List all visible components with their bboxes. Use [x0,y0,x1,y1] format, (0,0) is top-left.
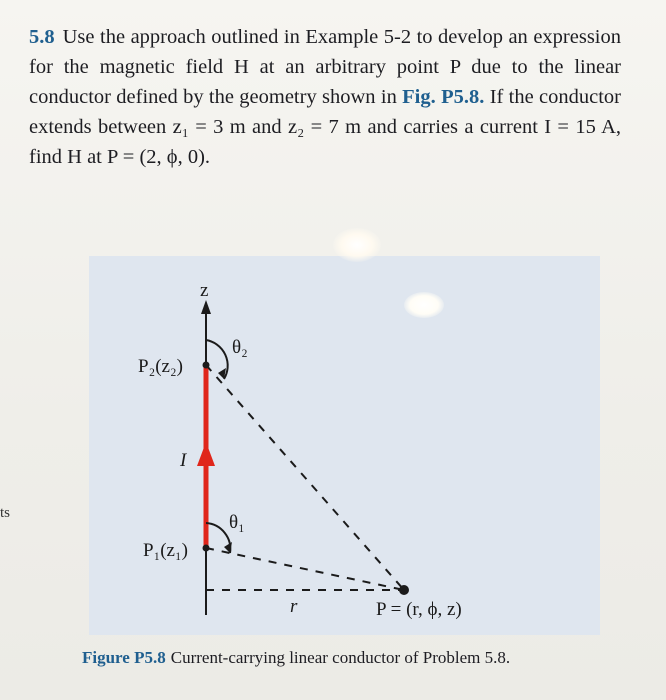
p2-label: P₂(z₂) [138,356,183,377]
caption-tag: Figure P5.8 [82,648,166,667]
margin-fragment: ts [0,505,11,521]
caption-text: Current-carrying linear conductor of Problem 5.8. [170,648,511,667]
z-axis-label: z [200,280,209,301]
current-arrow [197,442,215,466]
theta2-label: θ₂ [232,337,248,358]
r-label: r [290,596,298,617]
line-p1-to-p [206,548,404,590]
problem-number: 5.8 [29,26,55,48]
problem-text-before: Use the approach outlined in Example 5-2 to develop an expression for the magnetic field H at an arbitrary point P due to the linear conductor defined by the geometry shown in [29,26,621,108]
problem-text-after: If the conductor extends between z₁ = 3 m and z₂ = 7 m and carries a current I = 15 A, find H at P = (2, ϕ, 0). [29,86,622,168]
point-p-label: P = (r, ϕ, z) [376,599,462,620]
z-axis-arrow [201,300,211,314]
current-label: I [180,450,187,471]
point-p [399,585,409,595]
line-p2-to-p [206,365,404,590]
figure-reference: Fig. P5.8. [402,86,485,108]
figure-caption [82,648,510,668]
p1-label: P₁(z₁) [143,540,188,561]
theta1-label: θ₁ [229,512,245,533]
